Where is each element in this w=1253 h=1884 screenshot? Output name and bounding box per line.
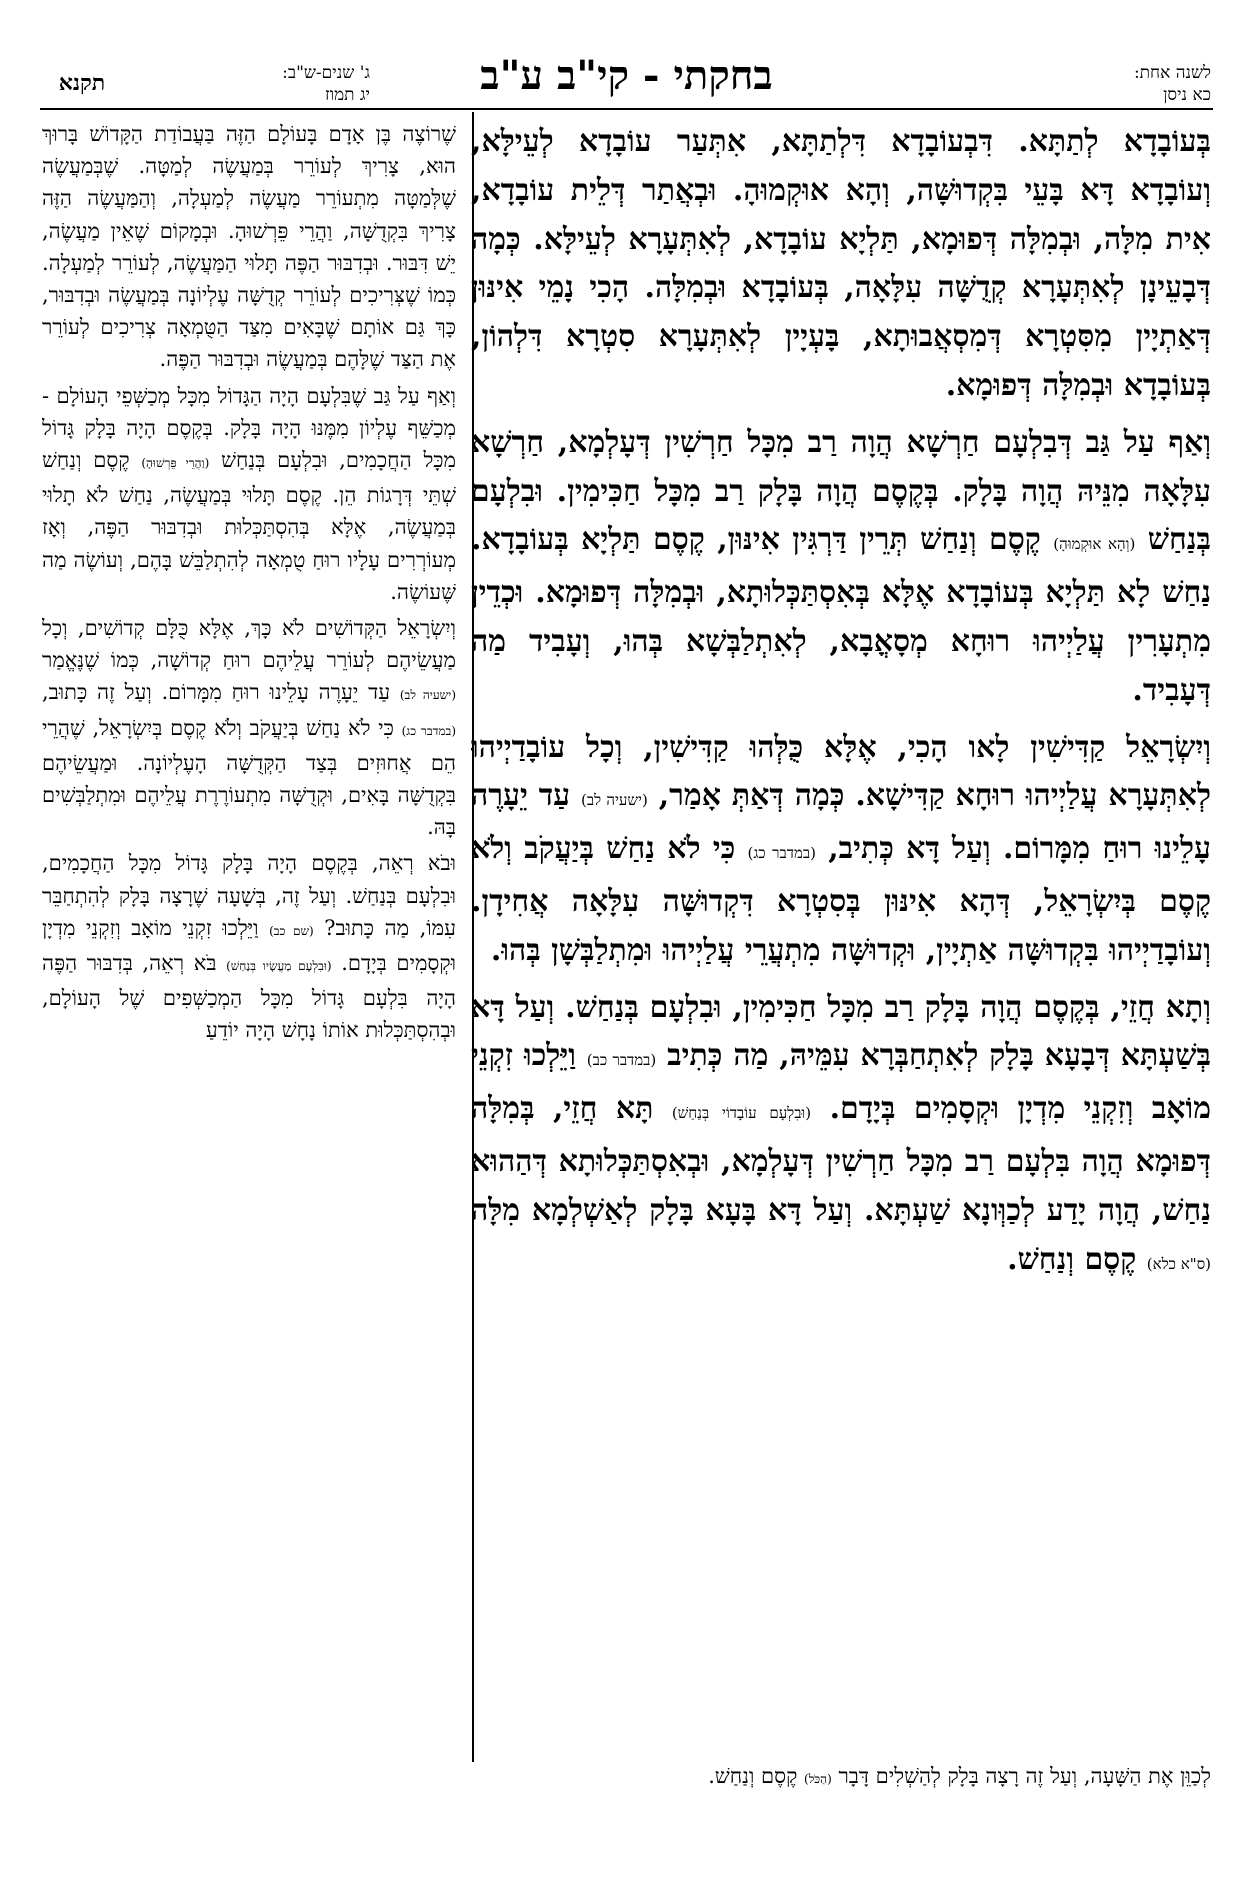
- side-text: וְיִשְׂרָאֵל הַקְּדוֹשִׁים לֹא כָּךְ, אֶלָּא כֻּלָּם קְדוֹשִׁים, וְכָל מַעֲשֵׂיהֶם לְעוֹרֵר עֲלֵיהֶם רוּחַ קְדוֹשָׁה, כְּמוֹ שֶׁנֶּאֱמַר: [42, 616, 456, 673]
- side-paragraph: [42, 380, 456, 608]
- main-text: תָּא חֲזֵי, בְּמִלָּה דְּפוּמָא הֲוָה בִּלְעָם רַב מִכָּל חַרְשִׁין דְּעָלְמָא, וּבְאִסְתַּכְּלוּתָא דְּהַהוּא נַחַשׁ, הֲוָה יָדַע לְכַוְּונָא שַׁעְתָּא. וְעַל דָּא בָּעָא בָּלָק לְאַשְׁלְמָא מִלָּה: [471, 1091, 1211, 1228]
- side-paragraph: [42, 847, 456, 1046]
- schedule-three-years-date: יג תמוז: [324, 85, 370, 105]
- side-text: וַיֵּלְכוּ זִקְנֵי מוֹאָב וְזִקְנֵי מִדְיָן וּקְסָמִים בְּיָדָם.: [42, 915, 456, 976]
- main-text: בְּעוֹבָדָא לְתַתָּא. דִּבְעוֹבָדָא דִּלְתַתָּא, אִתְּעַר עוֹבָדָא לְעֵילָּא, וְעוֹבָדָא דָּא בָּעֵי בִּקְדוּשָּׁה, וְהָא אוּקְמוּהָ. וּבְאֲתַר דְּלֵית עוֹבָדָא, אִית מִלָּה, וּבְמִלָּה דְּפוּמָא, תַּלְיָא עוֹבָדָא, לְאִתְּעָרָא לְעֵילָּא. כְּמָה דְּבָעֵינָן לְאִתְּעָרָא קְדֻשָּׁה עִלָּאָה, בְּעוֹבָדָא וּבְמִלָּה. הָכִי נָמֵי אִינּוּן דְּאַתְיָין מִסִּטְרָא דְּמִסְאֲבוּתָא, בָּעְיָין לְאִתְּעָרָא סִטְרָא דִּלְהוֹן, בְּעוֹבָדָא וּבְמִלָּה דְּפוּמָא.: [471, 124, 1211, 403]
- hebrew-translation-column: [42, 118, 456, 1758]
- main-text: עַד יֵעָרֶה עָלֵינוּ רוּחַ מִמָּרוֹם. וְעַל דָּא כְּתִיב,: [471, 778, 1211, 867]
- footer-text-end: קֶסֶם וְנַחַשׁ.: [708, 1764, 798, 1788]
- main-text: קֶסֶם וְנַחַשׁ.: [1007, 1241, 1137, 1277]
- page-title: בחקתי - קי"ב ע"ב: [480, 52, 773, 99]
- main-text: וְאַף עַל גַּב דְּבִלְעָם חַרְשָׁא הֲוָה רַב מִכָּל חַרְשִׁין דְּעָלְמָא, חַרְשָׁא עִלָּאָה מִנֵּיהּ הֲוָה בָּלָק. בְּקֶסֶם הֲוָה בָּלָק רַב מִכָּל חַכִּימִין. וּבִלְעָם בְּנַחַשׁ: [471, 424, 1211, 558]
- footer-note: (הַכֹּל): [804, 1772, 832, 1786]
- main-paragraph: [471, 419, 1211, 716]
- side-text: שֶׁרוֹצֶה בֶּן אָדָם בָּעוֹלָם הַזֶּה בַּעֲבוֹדַת הַקָּדוֹשׁ בָּרוּךְ הוּא, צָרִיךְ לְעוֹרֵר בְּמַעֲשֶׂה לְמַטָּה. שֶׁבְּמַעֲשֶׂה שֶׁלְּמַטָּה מִתְעוֹרֵר מַעֲשֶׂה לְמַעְלָה, וְהַמַּעֲשֶׂה הַזֶּה צָרִיךְ בִּקְדֻשָּׁה, וַהֲרֵי פֵּרְשׁוּהָ. וּבְמָקוֹם שֶׁאֵין מַעֲשֶׂה, יֵשׁ דִּבּוּר. וּבְדִבּוּר הַפֶּה תָּלוּי הַמַּעֲשֶׂה, לְעוֹרֵר לְמַעְלָה. כְּמוֹ שֶׁצְּרִיכִים לְעוֹרֵר קְדֻשָּׁה עֶלְיוֹנָה בְּמַעֲשֶׂה וּבְדִבּוּר, כָּךְ גַּם אוֹתָם שֶׁבָּאִים מִצַּד הַטֻּמְאָה צְרִיכִים לְעוֹרֵר אֶת הַצַּד שֶׁלָּהֶם בְּמַעֲשֶׂה וּבְדִבּוּר הַפֶּה.: [42, 122, 456, 372]
- side-citation: (שם כב): [269, 923, 314, 938]
- main-citation: (ישעיה לב): [581, 791, 648, 810]
- header-rule: [40, 108, 1213, 110]
- schedule-three-years-label: ג' שנים-ש"ב:: [282, 63, 370, 83]
- schedule-one-year-label: לשנה אחת:: [1133, 63, 1211, 83]
- main-paragraph: [471, 724, 1211, 976]
- side-citation: (במדבר כג): [401, 723, 456, 738]
- main-paragraph: [471, 984, 1211, 1289]
- page-number: תקנא: [58, 70, 106, 96]
- side-citation: (ישעיה לב): [399, 688, 456, 703]
- side-note: (וּבִלְעָם מַעֲשָׂיו בְּנַחַשׁ): [226, 959, 332, 974]
- main-paragraph: [471, 118, 1211, 411]
- side-text: בֹּא רְאֵה, בְּדִבּוּר הַפֶּה הָיָה בִּלְעָם גָּדוֹל מִכָּל הַמְכַשְּׁפִים שֶׁל הָעוֹלָם, וּבְהִסְתַּכְּלוּת אוֹתוֹ נָחָשׁ הָיָה יוֹדֵעַ: [42, 951, 456, 1043]
- aramaic-main-column: [471, 118, 1211, 1754]
- side-paragraph: [42, 118, 456, 376]
- main-note: (וּבִלְעָם עוֹבָדוֹי בְּנַחַשׁ): [671, 1104, 812, 1123]
- schedule-three-years: [130, 62, 370, 106]
- footer-text: לְכַוֵּן אֶת הַשָּׁעָה, וְעַל זֶה רָצָה בָּלָק לְהַשְׁלִים דָּבָר: [838, 1764, 1211, 1788]
- side-text: עַד יֵעָרֶה עָלֵינוּ רוּחַ מִמָּרוֹם. וְעַל זֶה כָּתוּב,: [42, 680, 391, 705]
- side-text: קֶסֶם וְנַחַשׁ שְׁתֵּי דְּרָגוֹת הֵן. קֶסֶם תָּלוּי בְּמַעֲשֶׂה, נַחַשׁ לֹא תָלוּי בְּמַעֲשֶׂה, אֶלָּא בְּהִסְתַּכְּלוּת וּבְדִבּוּר הַפֶּה, וְאָז מְעוֹרְרִים עָלָיו רוּחַ טֻמְאָה לְהִתְלַבֵּשׁ בָּהֶם, וְעוֹשֶׂה מַה שֶּׁעוֹשֶׂה.: [42, 448, 456, 604]
- side-text: וְאַף עַל גַּב שֶׁבִּלְעָם הָיָה הַגָּדוֹל מִכָּל מְכַשְּׁפֵי הָעוֹלָם - מְכַשֵּׁף עֶלְיוֹן מִמֶּנּוּ הָיָה בָּלָק. בְּקֶסֶם הָיָה בָּלָק גָּדוֹל מִכָּל הַחֲכָמִים, וּבִלְעָם בְּנַחַשׁ: [42, 383, 456, 473]
- footer-line: [42, 1760, 1211, 1795]
- main-citation: (במדבר כג): [747, 844, 816, 863]
- main-citation: (במדבר כב): [586, 1051, 657, 1070]
- main-note: (וְהָא אוּקְמוּהָ): [1053, 535, 1136, 554]
- side-note: (וַהֲרֵי פֵּרְשׁוּהָ): [141, 456, 210, 471]
- side-paragraph: [42, 612, 456, 843]
- main-text: כִּי לֹא נַחַשׁ בְּיַעֲקֹב וְלֹא קֶסֶם בְּיִשְׂרָאֵל, דְּהָא אִינּוּן בְּסִטְרָא דִּקְדוּשָּׁה עִלָּאָה אֲחִידָן. וְעוֹבָדַיְיהוּ בִּקְדוּשָּׁה אַתְיָין, וּקְדוּשָּׁה מִתְעֲרֵי עֲלַיְיהוּ וּמִתְלַבְּשָׁן בְּהוּ.: [471, 831, 1211, 968]
- main-text: קֶסֶם וְנַחַשׁ תְּרֵין דַּרְגִּין אִינּוּן, קֶסֶם תַּלְיָא בְּעוֹבָדָא. נַחַשׁ לָא תַּלְיָא בְּעוֹבָדָא אֶלָּא בְּאִסְתַּכְּלוּתָא, וּבְמִלָּה דְּפוּמָא. וּכְדֵין מִתְעָרִין עֲלַיְיהוּ רוּחָא מְסָאֳבָא, לְאִתְלַבְּשָׁא בְּהוּ, וְעָבִיד מַה דְּעָבִיד.: [471, 522, 1211, 708]
- main-note: (ס"א כלא): [1146, 1254, 1211, 1273]
- schedule-one-year-date: כא ניסן: [1163, 85, 1211, 105]
- main-text: וְתָא חֲזֵי, בְּקֶסֶם הֲוָה בָּלָק רַב מִכָּל חַכִּימִין, וּבִלְעָם בְּנַחַשׁ. וְעַל דָּא בְּשַׁעְתָּא דְּבָעָא בָּלָק לְאִתְחַבְּרָא עִמֵּיהּ, מַה כְּתִיב: [471, 989, 1211, 1074]
- side-text: וּבֹא רְאֵה, בְּקֶסֶם הָיָה בָּלָק גָּדוֹל מִכָּל הַחֲכָמִים, וּבִלְעָם בְּנַחַשׁ. וְעַל זֶה, בְּשָׁעָה שֶׁרָצָה בָּלָק לְהִתְחַבֵּר עִמּוֹ, מַה כָּתוּב?: [42, 851, 456, 940]
- main-text: וַיֵּלְכוּ זִקְנֵי מוֹאָב וְזִקְנֵי מִדְיָן וּקְסָמִים בְּיָדָם.: [471, 1038, 1211, 1127]
- main-text: וְיִשְׂרָאֵל קַדִּישִׁין לָאו הָכִי, אֶלָּא כֻּלְּהוּ קַדִּישִׁין, וְכָל עוֹבָדַיְיהוּ לְאִתְּעָרָא עֲלַיְיהוּ רוּחָא קַדִּישָׁא. כְּמָה דְּאַתְּ אָמַר,: [471, 729, 1211, 814]
- side-text: כִּי לֹא נַחַשׁ בְּיַעֲקֹב וְלֹא קֶסֶם בְּיִשְׂרָאֵל, שֶׁהֲרֵי הֵם אֲחוּזִים בְּצַד הַקְּדֻשָּׁה הָעֶלְיוֹנָה. וּמַעֲשֵׂיהֶם בִּקְדֻשָּׁה בָּאִים, וּקְדֻשָּׁה מִתְעוֹרֶרֶת עֲלֵיהֶם וּמִתְלַבְּשִׁים בָּהּ.: [42, 715, 456, 840]
